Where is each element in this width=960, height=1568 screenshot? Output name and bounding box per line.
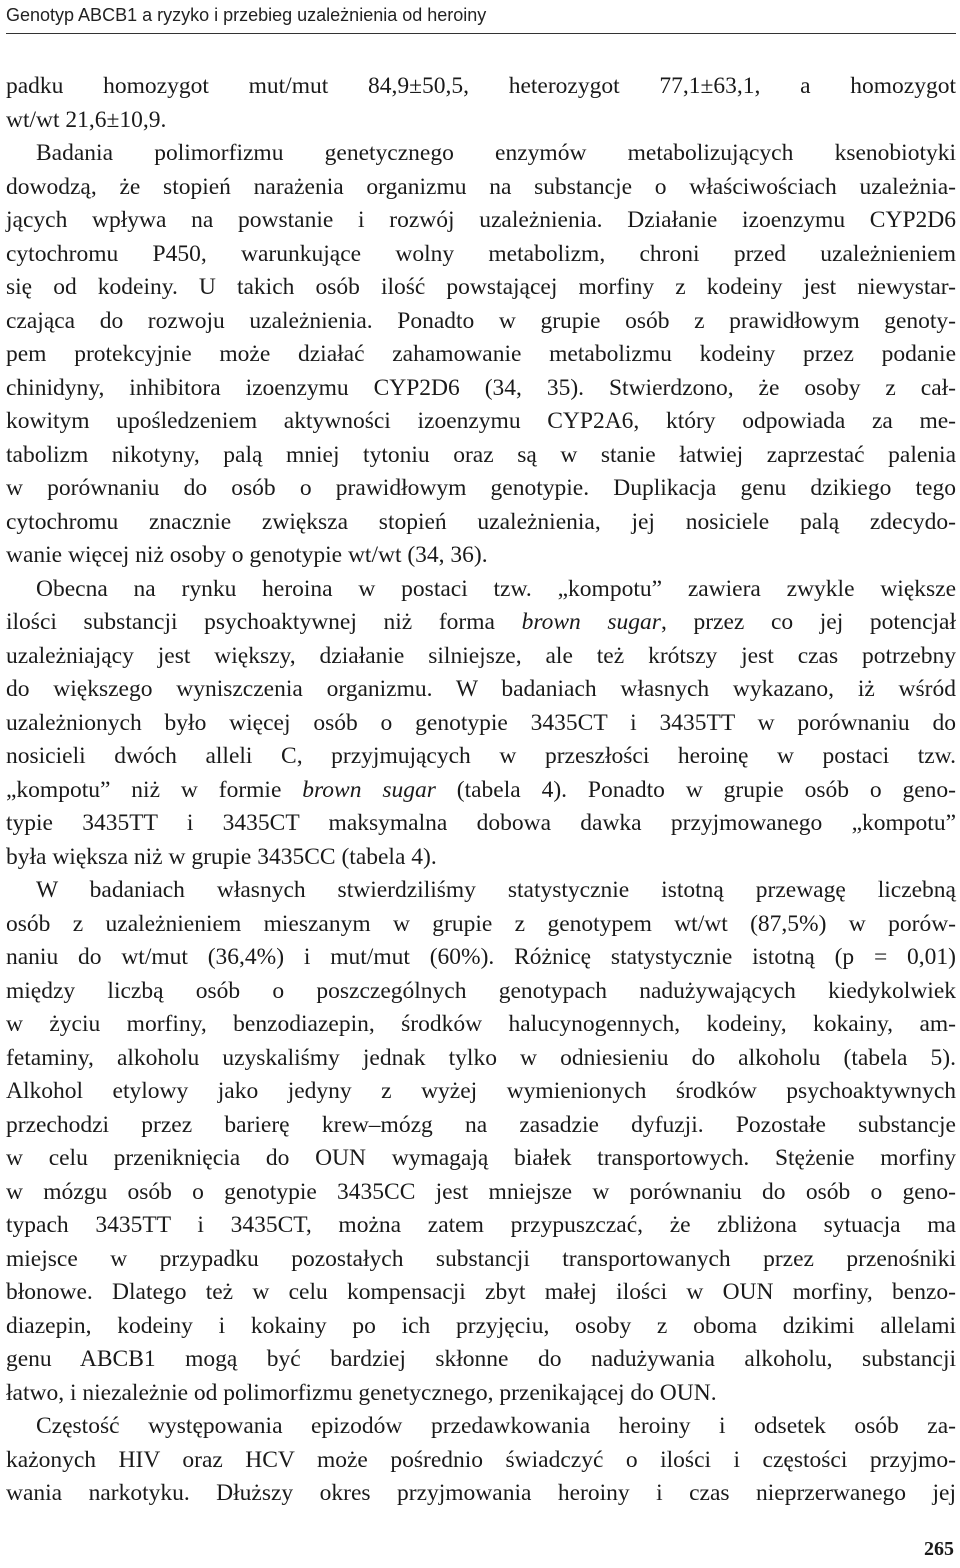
- text-line: błonowe. Dlatego też w celu kompensacji zbyt małej ilości w OUN morfiny, benzo-: [6, 1279, 956, 1305]
- page-number: 265: [924, 1538, 954, 1560]
- text-line: się od kodeiny. U takich osób ilość powstającej morfiny z kodeiny jest niewystar-: [6, 274, 956, 300]
- text-line: łatwo, i niezależnie od polimorfizmu genetycznego, przenikającej do OUN.: [6, 1379, 717, 1406]
- paragraph-first-line: W badaniach własnych stwierdziliśmy statystycznie istotną przewagę liczebną: [36, 877, 956, 903]
- text-line: cytochromu P450, warunkujące wolny metabolizm, chroni przed uzależnieniem: [6, 240, 956, 267]
- paragraph-first-line: Badania polimorfizmu genetycznego enzymów metabolizujących ksenobiotyki: [36, 140, 956, 166]
- text-line: osób z uzależnieniem mieszanym w grupie z genotypem wt/wt (87,5%) w porów-: [6, 910, 956, 937]
- text-line: dowodzą, że stopień narażenia organizmu na substancje o właściwościach uzależnia-: [6, 173, 956, 200]
- running-header: [6, 3, 956, 34]
- text-line: do większego wyniszczenia organizmu. W badaniach własnych wykazano, iż wśród: [6, 676, 956, 702]
- text-line: chinidyny, inhibitora izoenzymu CYP2D6 (34, 35). Stwierdzono, że osoby z cał-: [6, 374, 956, 401]
- text-line: każonych HIV oraz HCV może pośrednio świadczyć o ilości i częstości przyjmo-: [6, 1446, 956, 1473]
- running-title: Genotyp ABCB1 a ryzyko i przebieg uzależnienia od heroiny: [6, 5, 487, 25]
- paragraph-first-line: Częstość występowania epizodów przedawkowania heroiny i odsetek osób za-: [36, 1413, 956, 1439]
- text-line: w życiu morfiny, benzodiazepin, środków halucynogennych, kodeiny, kokainy, am-: [6, 1011, 956, 1037]
- text-line: miejsce w przypadku pozostałych substancji transportowanych przez przenośniki: [6, 1245, 956, 1272]
- text-line: ilości substancji psychoaktywnej niż forma brown sugar, przez co jej potencjał: [6, 609, 956, 635]
- text-line: Alkohol etylowy jako jedyny z wyżej wymienionych środków psychoaktywnych: [6, 1078, 956, 1104]
- text-line: naniu do wt/mut (36,4%) i mut/mut (60%). Różnicę statystycznie istotną (p = 0,01): [6, 944, 956, 970]
- text-line: genu ABCB1 mogą być bardziej skłonne do nadużywania alkoholu, substancji: [6, 1346, 956, 1372]
- text-line: diazepin, kodeiny i kokainy po ich przyjęciu, osoby z oboma dzikimi allelami: [6, 1312, 956, 1339]
- text-line: jących wpływa na powstanie i rozwój uzależnienia. Działanie izoenzymu CYP2D6: [6, 207, 956, 233]
- text-line: wania narkotyku. Dłuższy okres przyjmowania heroiny i czas nieprzerwanego jej: [6, 1480, 956, 1506]
- text-line: kowitym upośledzeniem aktywności izoenzymu CYP2A6, który odpowiada za me-: [6, 408, 956, 434]
- text-line: w porównaniu do osób o prawidłowym genotypie. Duplikacja genu dzikiego tego: [6, 475, 956, 501]
- text-line: padku homozygot mut/mut 84,9±50,5, heterozygot 77,1±63,1, a homozygot: [6, 73, 956, 99]
- text-line: uzależnionych było więcej osób o genotypie 3435CT i 3435TT w porównaniu do: [6, 709, 956, 736]
- text-line: nosicieli dwóch alleli C, przyjmujących w przeszłości heroinę w postaci tzw.: [6, 743, 956, 769]
- text-line: wt/wt 21,6±10,9.: [6, 106, 167, 133]
- text-line: była większa niż w grupie 3435CC (tabela 4).: [6, 843, 437, 870]
- text-line: typach 3435TT i 3435CT, można zatem przypuszczać, że zbliżona sytuacja ma: [6, 1212, 956, 1238]
- text-line: pem protekcyjnie może działać zahamowanie metabolizmu kodeiny przez podanie: [6, 341, 956, 367]
- text-line: w celu przeniknięcia do OUN wymagają białek transportowych. Stężenie morfiny: [6, 1145, 956, 1171]
- paragraph-first-line: Obecna na rynku heroina w postaci tzw. „kompotu” zawiera zwykle większe: [36, 575, 956, 602]
- text-line: „kompotu” niż w formie brown sugar (tabela 4). Ponadto w grupie osób o geno-: [6, 776, 956, 803]
- text-line: między liczbą osób o poszczególnych genotypach nadużywających kiedykolwiek: [6, 977, 956, 1004]
- text-line: fetaminy, alkoholu uzyskaliśmy jednak tylko w odniesieniu do alkoholu (tabela 5).: [6, 1044, 956, 1071]
- text-line: cytochromu znacznie zwiększa stopień uzależnienia, jej nosiciele palą zdecydo-: [6, 508, 956, 535]
- text-line: czająca do rozwoju uzależnienia. Ponadto w grupie osób z prawidłowym genoty-: [6, 307, 956, 334]
- text-line: przechodzi przez barierę krew–mózg na zasadzie dyfuzji. Pozostałe substancje: [6, 1111, 956, 1138]
- body-text: [6, 70, 956, 1511]
- text-line: uzależniający jest większy, działanie silniejsze, ale też krótszy jest czas potrzebny: [6, 642, 956, 669]
- text-line: wanie więcej niż osoby o genotypie wt/wt (34, 36).: [6, 542, 488, 568]
- text-line: tabolizm nikotyny, palą mniej tytoniu oraz są w stanie łatwiej zaprzestać palenia: [6, 441, 956, 468]
- text-line: w mózgu osób o genotypie 3435CC jest mniejsze w porównaniu do osób o geno-: [6, 1178, 956, 1205]
- text-line: typie 3435TT i 3435CT maksymalna dobowa dawka przyjmowanego „kompotu”: [6, 810, 956, 836]
